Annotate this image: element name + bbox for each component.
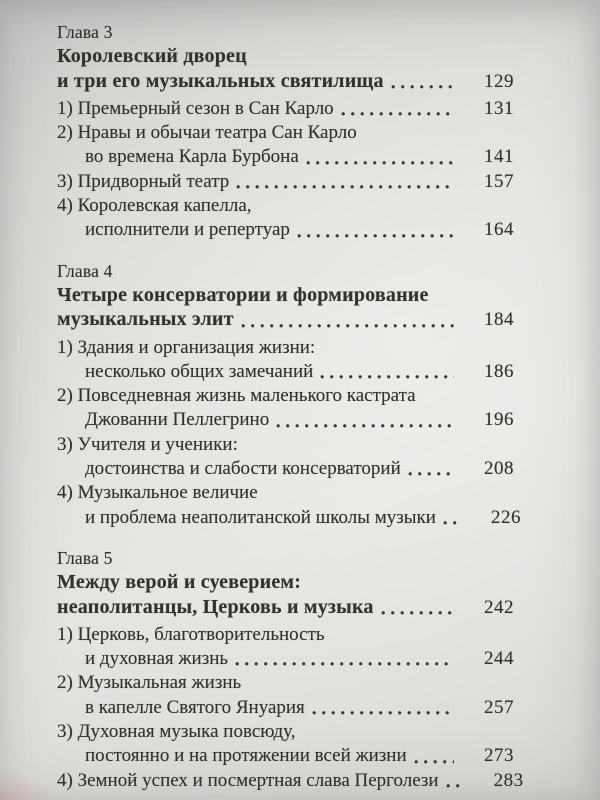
- toc-entry-line: [57, 506, 521, 530]
- leader-dots: [414, 759, 454, 765]
- leader-dots: [241, 323, 454, 329]
- leader-dots: [443, 520, 461, 526]
- toc-entry-line: [57, 145, 514, 169]
- toc-entry-line-text: в капелле Святого Януария: [85, 696, 305, 718]
- chapter-title-line: Королевский дворец: [57, 45, 247, 68]
- leader-dots: [306, 160, 454, 166]
- page-number: 196: [484, 409, 514, 431]
- toc-entry: [57, 336, 514, 385]
- toc-entry-line-text: 3) Придворный театр: [57, 170, 230, 192]
- page-number: 164: [484, 219, 514, 241]
- chapter-title-line-text: и три его музыкальных святилища: [57, 69, 384, 92]
- leader-dots: [276, 423, 454, 429]
- toc-entry-line: [57, 218, 514, 242]
- toc-entry: [57, 170, 514, 194]
- leader-dots: [235, 661, 454, 667]
- toc-entry-line-text: постоянно и на протяжении всей жизни: [85, 745, 407, 767]
- toc-entry-line: [57, 360, 514, 384]
- page-number: 242: [484, 596, 514, 618]
- page-number: 208: [484, 458, 514, 480]
- chapter-title-line: [57, 595, 514, 620]
- page-number: 283: [493, 769, 524, 791]
- page-number: 129: [484, 70, 514, 92]
- toc-entry-line: [57, 97, 514, 121]
- toc-entry: [57, 121, 514, 170]
- toc-entry-line-text: во времена Карла Бурбона: [85, 146, 299, 168]
- toc-entry-line-text: достоинства и слабости консерваторий: [85, 458, 401, 480]
- toc-entry-line: 3) Учителя и ученики:: [57, 433, 238, 455]
- toc-entry-line-text: несколько общих замечаний: [85, 360, 314, 382]
- leader-dots: [312, 710, 454, 716]
- leader-dots: [236, 184, 454, 190]
- toc-entry-line: 2) Повседневная жизнь маленького кастрата: [57, 385, 416, 407]
- page-number: 184: [484, 309, 514, 331]
- toc-entry-line: [57, 170, 514, 194]
- page-number: 186: [484, 360, 514, 382]
- toc-entry-line-text: 4) Земной успех и посмертная слава Перголези: [57, 769, 439, 791]
- toc-entry: [57, 671, 514, 720]
- chapter-label: Глава 5: [57, 547, 113, 568]
- toc-entry-line: 1) Церковь, благотворительность: [57, 623, 325, 645]
- chapter-title-line: Между верой и суеверием:: [57, 571, 302, 594]
- chapter-title-line-text: неаполитанцы, Церковь и музыка: [57, 595, 374, 618]
- chapter-title: [57, 570, 514, 620]
- toc-entry-line: [57, 744, 514, 768]
- leader-dots: [391, 84, 454, 90]
- toc-entry-line-text: и духовная жизнь: [85, 648, 229, 670]
- chapter-title-line: Четыре консерватории и формирование: [57, 283, 429, 306]
- toc-entry-line: 1) Здания и организация жизни:: [57, 336, 316, 358]
- leader-dots: [297, 233, 454, 239]
- toc-entry: [57, 433, 514, 482]
- toc: [57, 20, 524, 800]
- leader-dots: [320, 374, 454, 380]
- page-number: 157: [484, 170, 514, 192]
- chapter-title-line-text: музыкальных элит: [57, 308, 234, 331]
- toc-entry-line: [57, 769, 524, 793]
- leader-dots: [446, 783, 464, 789]
- page-number: 273: [484, 745, 514, 767]
- leader-dots: [381, 610, 454, 616]
- page-number: 244: [484, 648, 514, 670]
- toc-entry: [57, 769, 524, 793]
- chapter-title-line: [57, 307, 514, 332]
- toc-entry: [57, 384, 514, 433]
- toc-entry-line: [57, 696, 514, 720]
- leader-dots: [408, 471, 454, 477]
- toc-entry-line: [57, 408, 514, 432]
- toc-entry-line-text: Джованни Пеллегрино: [85, 409, 270, 431]
- toc-entry-line: 4) Королевская капелла,: [57, 195, 252, 217]
- toc-entry-line: 3) Духовная музыка повсюду,: [57, 721, 296, 743]
- chapter-title: [57, 283, 514, 333]
- toc-entry: [57, 720, 514, 769]
- toc-entry: [57, 194, 514, 243]
- toc-entry-line: [57, 457, 514, 481]
- page-number: 257: [484, 696, 514, 718]
- chapter-label: Глава 4: [57, 260, 113, 281]
- toc-entry-line: 2) Музыкальная жизнь: [57, 672, 242, 694]
- toc-entry-line: [57, 647, 514, 671]
- page-number: 131: [484, 97, 514, 119]
- toc-entry: [57, 623, 514, 672]
- leader-dots: [341, 111, 454, 117]
- chapter-label: Глава 3: [57, 22, 113, 42]
- toc-entry: [57, 97, 514, 121]
- toc-entry-line: 2) Нравы и обычаи театра Сан Карло: [57, 122, 357, 144]
- toc-chapter: [57, 20, 514, 243]
- toc-chapter: [57, 259, 521, 530]
- chapter-title-line: [57, 69, 514, 94]
- page-number: 141: [484, 146, 514, 168]
- toc-entry-line: 4) Музыкальное величие: [57, 482, 258, 504]
- toc-entry-line-text: исполнители и репертуар: [85, 219, 290, 241]
- toc-entry-line-text: и проблема неаполитанской школы музыки: [85, 506, 436, 528]
- chapter-title: [57, 44, 514, 94]
- toc-chapter: [57, 546, 524, 793]
- toc-entry: [57, 481, 521, 530]
- page-number: 226: [490, 506, 521, 528]
- toc-entry-line-text: 1) Премьерный сезон в Сан Карло: [57, 97, 334, 119]
